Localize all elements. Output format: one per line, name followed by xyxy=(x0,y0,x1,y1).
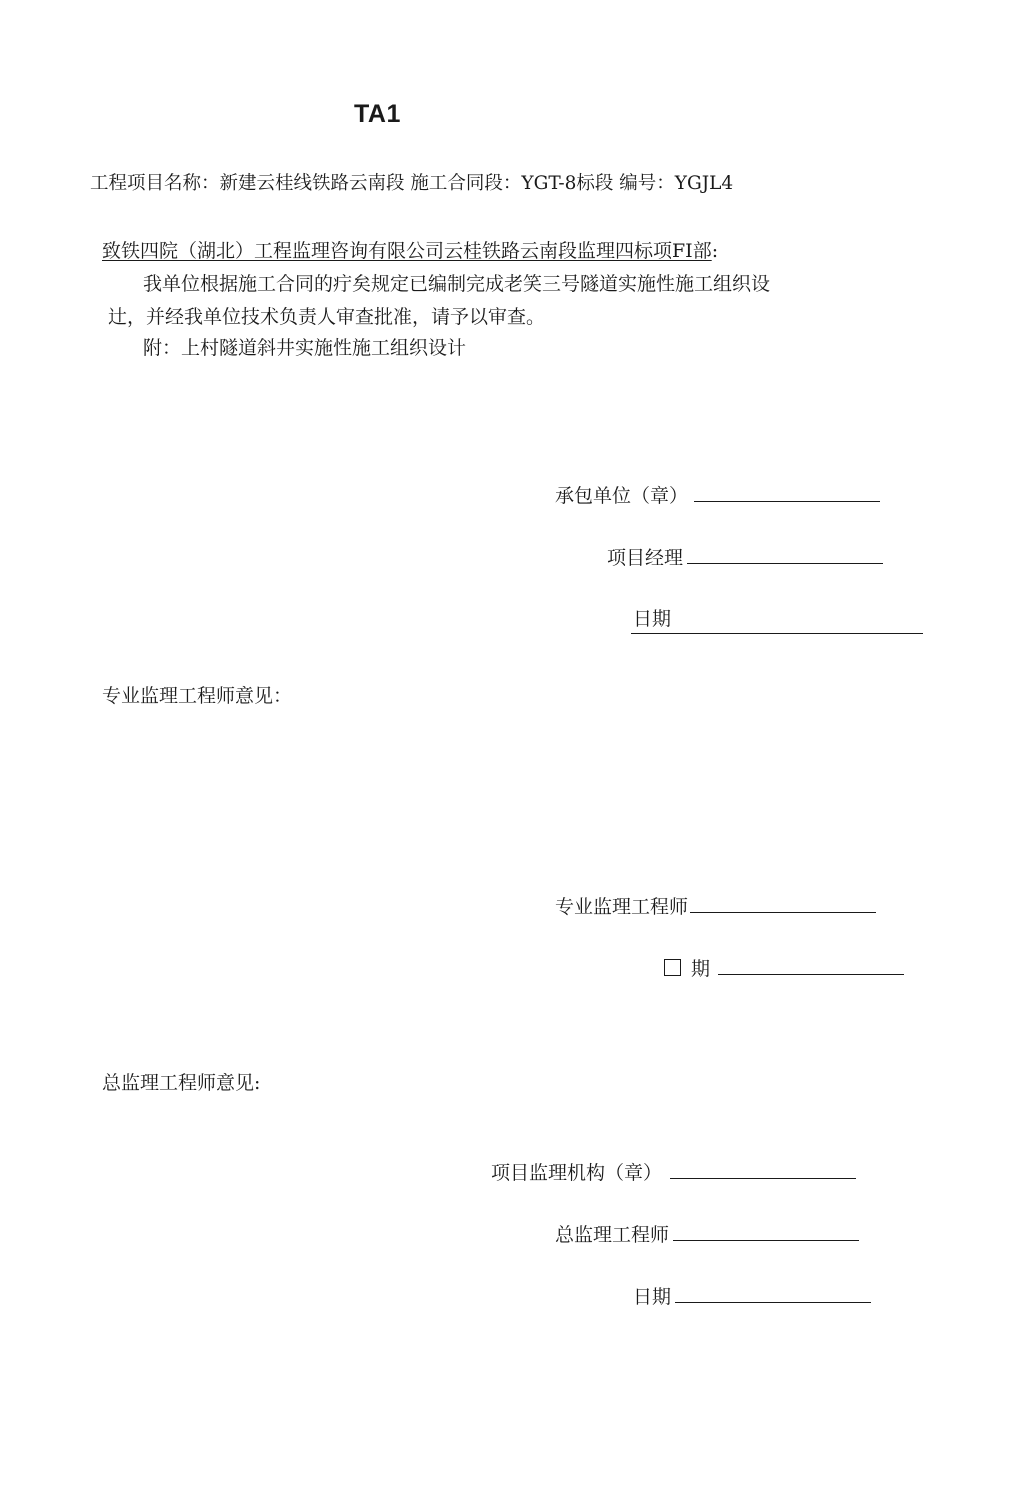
specialist-engineer-signature-blank[interactable] xyxy=(690,894,876,913)
supervision-org-row xyxy=(491,1160,856,1185)
chief-opinion-label: 总监理工程师意见: xyxy=(102,1072,261,1094)
chief-date-row xyxy=(633,1284,871,1309)
specialist-date-label: 期 xyxy=(691,958,711,980)
contractor-unit-label: 承包单位（章） xyxy=(555,485,689,507)
contractor-unit-signature-blank[interactable] xyxy=(694,483,880,502)
form-code: TA1 xyxy=(354,100,401,128)
attachment-line: 附：上村隧道斜井实施性施工组织设计 xyxy=(143,337,467,359)
project-manager-row xyxy=(607,545,883,570)
chief-date-label: 日期 xyxy=(633,1286,672,1308)
contractor-unit-row xyxy=(555,483,880,508)
project-header-line: 工程项目名称：新建云桂线铁路云南段 施工合同段：YGT-8标段 编号：YGJL4 xyxy=(90,173,734,194)
addressee-line xyxy=(102,239,718,263)
supervision-org-signature-blank[interactable] xyxy=(670,1160,856,1179)
specialist-engineer-label: 专业监理工程师 xyxy=(555,896,689,918)
specialist-date-blank[interactable] xyxy=(718,956,904,975)
chief-engineer-signature-blank[interactable] xyxy=(673,1222,859,1241)
specialist-opinion-label: 专业监理工程师意见： xyxy=(102,685,293,707)
date-checkbox-glyph xyxy=(664,959,681,976)
supervision-org-label: 项目监理机构（章） xyxy=(491,1162,663,1184)
chief-engineer-row xyxy=(555,1222,859,1247)
chief-date-blank[interactable] xyxy=(675,1284,871,1303)
project-manager-label: 项目经理 xyxy=(607,547,684,569)
contractor-date-label: 日期 xyxy=(633,608,672,630)
body-line-1: 我单位根据施工合同的疔矣规定已编制完成老笑三号隧道实施性施工组织设 xyxy=(143,273,771,295)
project-manager-signature-blank[interactable] xyxy=(687,545,883,564)
specialist-date-row xyxy=(664,956,904,981)
addressee-name: 致铁四院（湖北）工程监理咨询有限公司云桂铁路云南段监理四标项FI部 xyxy=(102,240,712,262)
addressee-colon: : xyxy=(711,240,719,262)
body-line-2: 辻，并经我单位技术负责人审查批准，请予以审查。 xyxy=(108,306,546,328)
contractor-date-blank[interactable] xyxy=(631,633,923,634)
specialist-engineer-row xyxy=(555,894,876,919)
chief-engineer-label: 总监理工程师 xyxy=(555,1224,670,1246)
